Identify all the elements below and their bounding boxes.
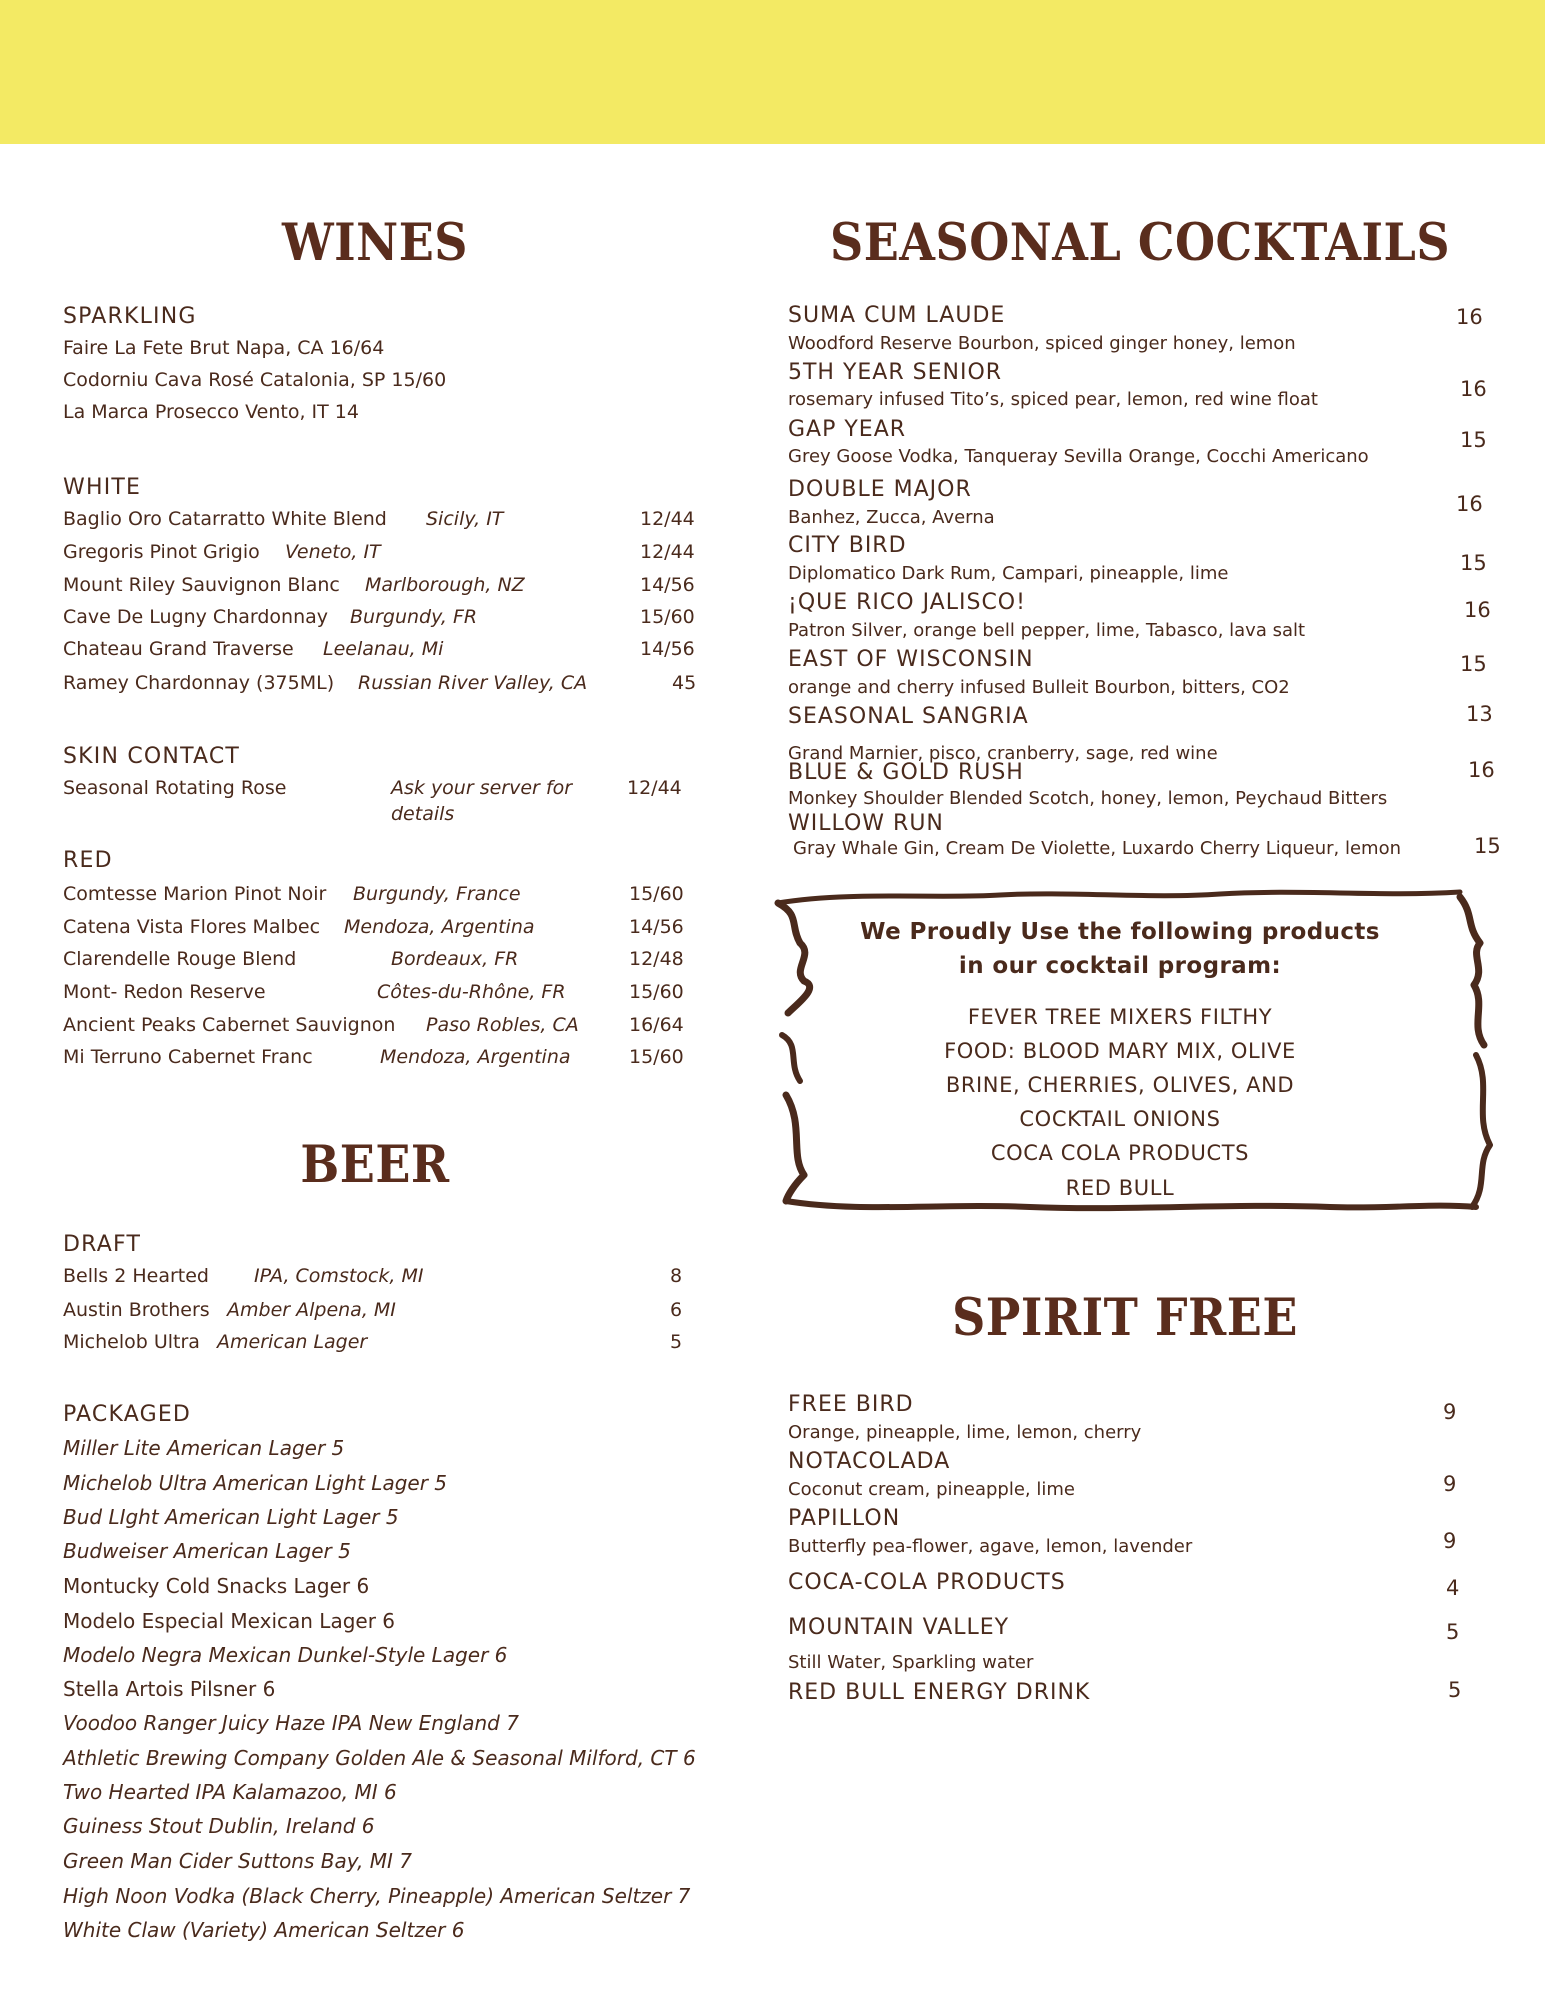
white-heading: WHITE: [63, 475, 142, 500]
wine-price: 12/48: [629, 948, 684, 970]
wine-region: Côtes-du-Rhône, FR: [377, 981, 566, 1003]
packaged-beer-item: Athletic Brewing Company Golden Ale & Seasonal Milford, CT 6: [63, 1746, 696, 1770]
draft-heading: DRAFT: [63, 1232, 142, 1257]
packaged-beer-item: Stella Artois Pilsner 6: [63, 1677, 276, 1701]
cocktail-description: orange and cherry infused Bulleit Bourbon, bitters, CO2: [788, 677, 1290, 698]
products-heading-line-1: We Proudly Use the following products: [860, 919, 1380, 945]
cocktail-price: 16: [1456, 492, 1483, 516]
product-line: COCA COLA PRODUCTS: [990, 1141, 1250, 1165]
packaged-beer-item: White Claw (Variety) American Seltzer 6: [63, 1918, 465, 1942]
cocktail-name: SEASONAL SANGRIA: [788, 704, 1029, 729]
cocktail-price: 16: [1468, 758, 1495, 782]
spirit-free-name: PAPILLON: [788, 1506, 901, 1531]
beer-price: 8: [670, 1265, 683, 1287]
spirit-free-title: SPIRIT FREE: [952, 1287, 1298, 1348]
skin-contact-note: Ask your server for: [391, 777, 573, 799]
wine-name: Comtesse Marion Pinot Noir: [63, 883, 327, 905]
beer-name: Austin Brothers: [63, 1299, 210, 1321]
wine-region: Bordeaux, FR: [391, 948, 519, 970]
beer-name: Michelob Ultra: [63, 1331, 200, 1353]
cocktail-price: 15: [1474, 834, 1501, 858]
cocktail-description: Diplomatico Dark Rum, Campari, pineapple, lime: [788, 563, 1229, 584]
beer-title: BEER: [300, 1134, 450, 1195]
spirit-free-name: RED BULL ENERGY DRINK: [788, 1680, 1091, 1705]
spirit-free-description: Butterfly pea-flower, agave, lemon, lavender: [788, 1536, 1193, 1557]
cocktail-description: Banhez, Zucca, Averna: [788, 507, 995, 528]
cocktail-description: rosemary infused Tito’s, spiced pear, lemon, red wine float: [788, 389, 1318, 410]
skin-contact-price: 12/44: [627, 777, 682, 799]
spirit-free-price: 9: [1443, 1472, 1457, 1496]
cocktail-description: Grey Goose Vodka, Tanqueray Sevilla Orange, Cocchi Americano: [788, 446, 1369, 467]
cocktail-name: BLUE & GOLD RUSH: [788, 760, 1024, 785]
packaged-beer-item: Two Hearted IPA Kalamazoo, MI 6: [63, 1780, 397, 1804]
product-line: RED BULL: [1065, 1176, 1175, 1200]
wine-price: 12/44: [640, 541, 695, 563]
wine-region: Paso Robles, CA: [426, 1014, 579, 1036]
wine-region: Mendoza, Argentina: [380, 1046, 571, 1068]
wine-price: 14/56: [629, 916, 684, 938]
cocktail-name: WILLOW RUN: [788, 811, 944, 836]
product-line: BRINE, CHERRIES, OLIVES, AND: [945, 1073, 1295, 1097]
cocktail-price: 15: [1460, 428, 1487, 452]
cocktail-price: 15: [1460, 551, 1487, 575]
wine-name: Baglio Oro Catarratto White Blend: [63, 508, 387, 530]
wine-price: 14/56: [640, 574, 695, 596]
wine-name: Catena Vista Flores Malbec: [63, 916, 321, 938]
wine-name: Clarendelle Rouge Blend: [63, 948, 297, 970]
spirit-free-name: MOUNTAIN VALLEY: [788, 1615, 1010, 1640]
cocktail-price: 13: [1466, 702, 1493, 726]
top-banner: [0, 0, 1545, 144]
packaged-beer-item: Miller Lite American Lager 5: [63, 1436, 345, 1460]
spirit-free-description: Coconut cream, pineapple, lime: [788, 1479, 1075, 1500]
packaged-beer-item: High Noon Vodka (Black Cherry, Pineapple) American Seltzer 7: [63, 1884, 691, 1908]
cocktail-price: 16: [1456, 305, 1483, 329]
wine-name: Mont- Redon Reserve: [63, 981, 266, 1003]
cocktail-price: 16: [1460, 377, 1487, 401]
spirit-free-name: NOTACOLADA: [788, 1449, 951, 1474]
wine-region: Leelanau, Mi: [323, 638, 444, 660]
beer-style: Amber Alpena, MI: [227, 1299, 396, 1321]
product-line: FEVER TREE MIXERS FILTHY: [967, 1005, 1273, 1029]
wine-price: 15/60: [629, 883, 684, 905]
cocktail-description: Patron Silver, orange bell pepper, lime, Tabasco, lava salt: [788, 620, 1306, 641]
cocktail-name: GAP YEAR: [788, 417, 907, 442]
spirit-free-description: Orange, pineapple, lime, lemon, cherry: [788, 1422, 1142, 1443]
packaged-heading: PACKAGED: [63, 1402, 192, 1427]
packaged-beer-item: Voodoo Ranger Juicy Haze IPA New England 7: [63, 1711, 519, 1735]
wine-price: 14/56: [640, 638, 695, 660]
packaged-beer-item: Green Man Cider Suttons Bay, MI 7: [63, 1849, 412, 1873]
packaged-beer-item: Michelob Ultra American Light Lager 5: [63, 1471, 448, 1495]
wine-price: 16/64: [629, 1014, 684, 1036]
sparkling-item: La Marca Prosecco Vento, IT 14: [63, 401, 359, 423]
cocktail-name: 5TH YEAR SENIOR: [788, 360, 1003, 385]
wine-name: Ancient Peaks Cabernet Sauvignon: [63, 1014, 396, 1036]
wine-region: Veneto, IT: [285, 541, 381, 563]
beer-price: 5: [670, 1331, 683, 1353]
cocktail-name: CITY BIRD: [788, 533, 907, 558]
wine-price: 15/60: [629, 1046, 684, 1068]
cocktail-description: Gray Whale Gin, Cream De Violette, Luxardo Cherry Liqueur, lemon: [793, 838, 1401, 859]
skin-contact-note-2: details: [391, 803, 455, 825]
cocktail-name: DOUBLE MAJOR: [788, 477, 972, 502]
cocktail-name: SUMA CUM LAUDE: [788, 303, 1006, 328]
products-heading-line-2: in our cocktail program:: [958, 953, 1282, 979]
sparkling-heading: SPARKLING: [63, 304, 197, 329]
spirit-free-price: 5: [1448, 1678, 1462, 1702]
skin-contact-heading: SKIN CONTACT: [63, 744, 241, 769]
beer-name: Bells 2 Hearted: [63, 1265, 209, 1287]
wine-name: Ramey Chardonnay (375ML): [63, 672, 335, 694]
spirit-free-name: COCA-COLA PRODUCTS: [788, 1570, 1066, 1595]
spirit-free-price: 4: [1446, 1576, 1460, 1600]
beer-price: 6: [670, 1299, 683, 1321]
packaged-beer-item: Bud LIght American Light Lager 5: [63, 1505, 399, 1529]
spirit-free-name: FREE BIRD: [788, 1392, 914, 1417]
wine-name: Chateau Grand Traverse: [63, 638, 294, 660]
packaged-beer-item: Modelo Negra Mexican Dunkel-Style Lager 6: [63, 1643, 508, 1667]
cocktail-description: Woodford Reserve Bourbon, spiced ginger honey, lemon: [788, 333, 1296, 354]
cocktail-description: Grand Marnier, pisco, cranberry, sage, red wine: [788, 743, 1218, 764]
spirit-free-price: 5: [1446, 1620, 1460, 1644]
wine-price: 15/60: [629, 981, 684, 1003]
wine-region: Burgundy, FR: [350, 606, 478, 628]
cocktail-description: Monkey Shoulder Blended Scotch, honey, lemon, Peychaud Bitters: [788, 788, 1388, 809]
spirit-free-price: 9: [1443, 1529, 1457, 1553]
cocktail-price: 16: [1464, 598, 1491, 622]
beer-style: American Lager: [217, 1331, 368, 1353]
wine-price: 12/44: [640, 508, 695, 530]
wine-name: Mi Terruno Cabernet Franc: [63, 1046, 313, 1068]
sparkling-item: Codorniu Cava Rosé Catalonia, SP 15/60: [63, 369, 447, 391]
wine-name: Gregoris Pinot Grigio: [63, 541, 260, 563]
cocktail-name: EAST OF WISCONSIN: [788, 647, 1034, 672]
wine-name: Cave De Lugny Chardonnay: [63, 606, 329, 628]
packaged-beer-item: Modelo Especial Mexican Lager 6: [63, 1609, 396, 1633]
packaged-beer-item: Guiness Stout Dublin, Ireland 6: [63, 1814, 375, 1838]
wine-price: 15/60: [640, 606, 695, 628]
beer-style: IPA, Comstock, MI: [254, 1265, 424, 1287]
spirit-free-description: Still Water, Sparkling water: [788, 1652, 1034, 1673]
skin-contact-name: Seasonal Rotating Rose: [63, 777, 287, 799]
red-heading: RED: [63, 848, 113, 873]
product-line: FOOD: BLOOD MARY MIX, OLIVE: [944, 1039, 1296, 1063]
wine-price: 45: [672, 672, 697, 694]
wine-region: Russian River Valley, CA: [358, 672, 588, 694]
wine-region: Sicily, IT: [426, 508, 504, 530]
cocktail-name: ¡QUE RICO JALISCO!: [788, 590, 1026, 615]
wine-region: Burgundy, France: [353, 883, 521, 905]
cocktails-title: SEASONAL COCKTAILS: [830, 212, 1451, 273]
cocktail-price: 15: [1460, 652, 1487, 676]
wine-region: Marlborough, NZ: [365, 574, 525, 596]
product-line: COCKTAIL ONIONS: [1019, 1107, 1221, 1131]
packaged-beer-item: Budweiser American Lager 5: [63, 1539, 351, 1563]
packaged-beer-item: Montucky Cold Snacks Lager 6: [63, 1574, 370, 1598]
wines-title: WINES: [281, 212, 468, 273]
sparkling-item: Faire La Fete Brut Napa, CA 16/64: [63, 337, 385, 359]
wine-region: Mendoza, Argentina: [344, 916, 535, 938]
wine-name: Mount Riley Sauvignon Blanc: [63, 574, 340, 596]
spirit-free-price: 9: [1443, 1400, 1457, 1424]
